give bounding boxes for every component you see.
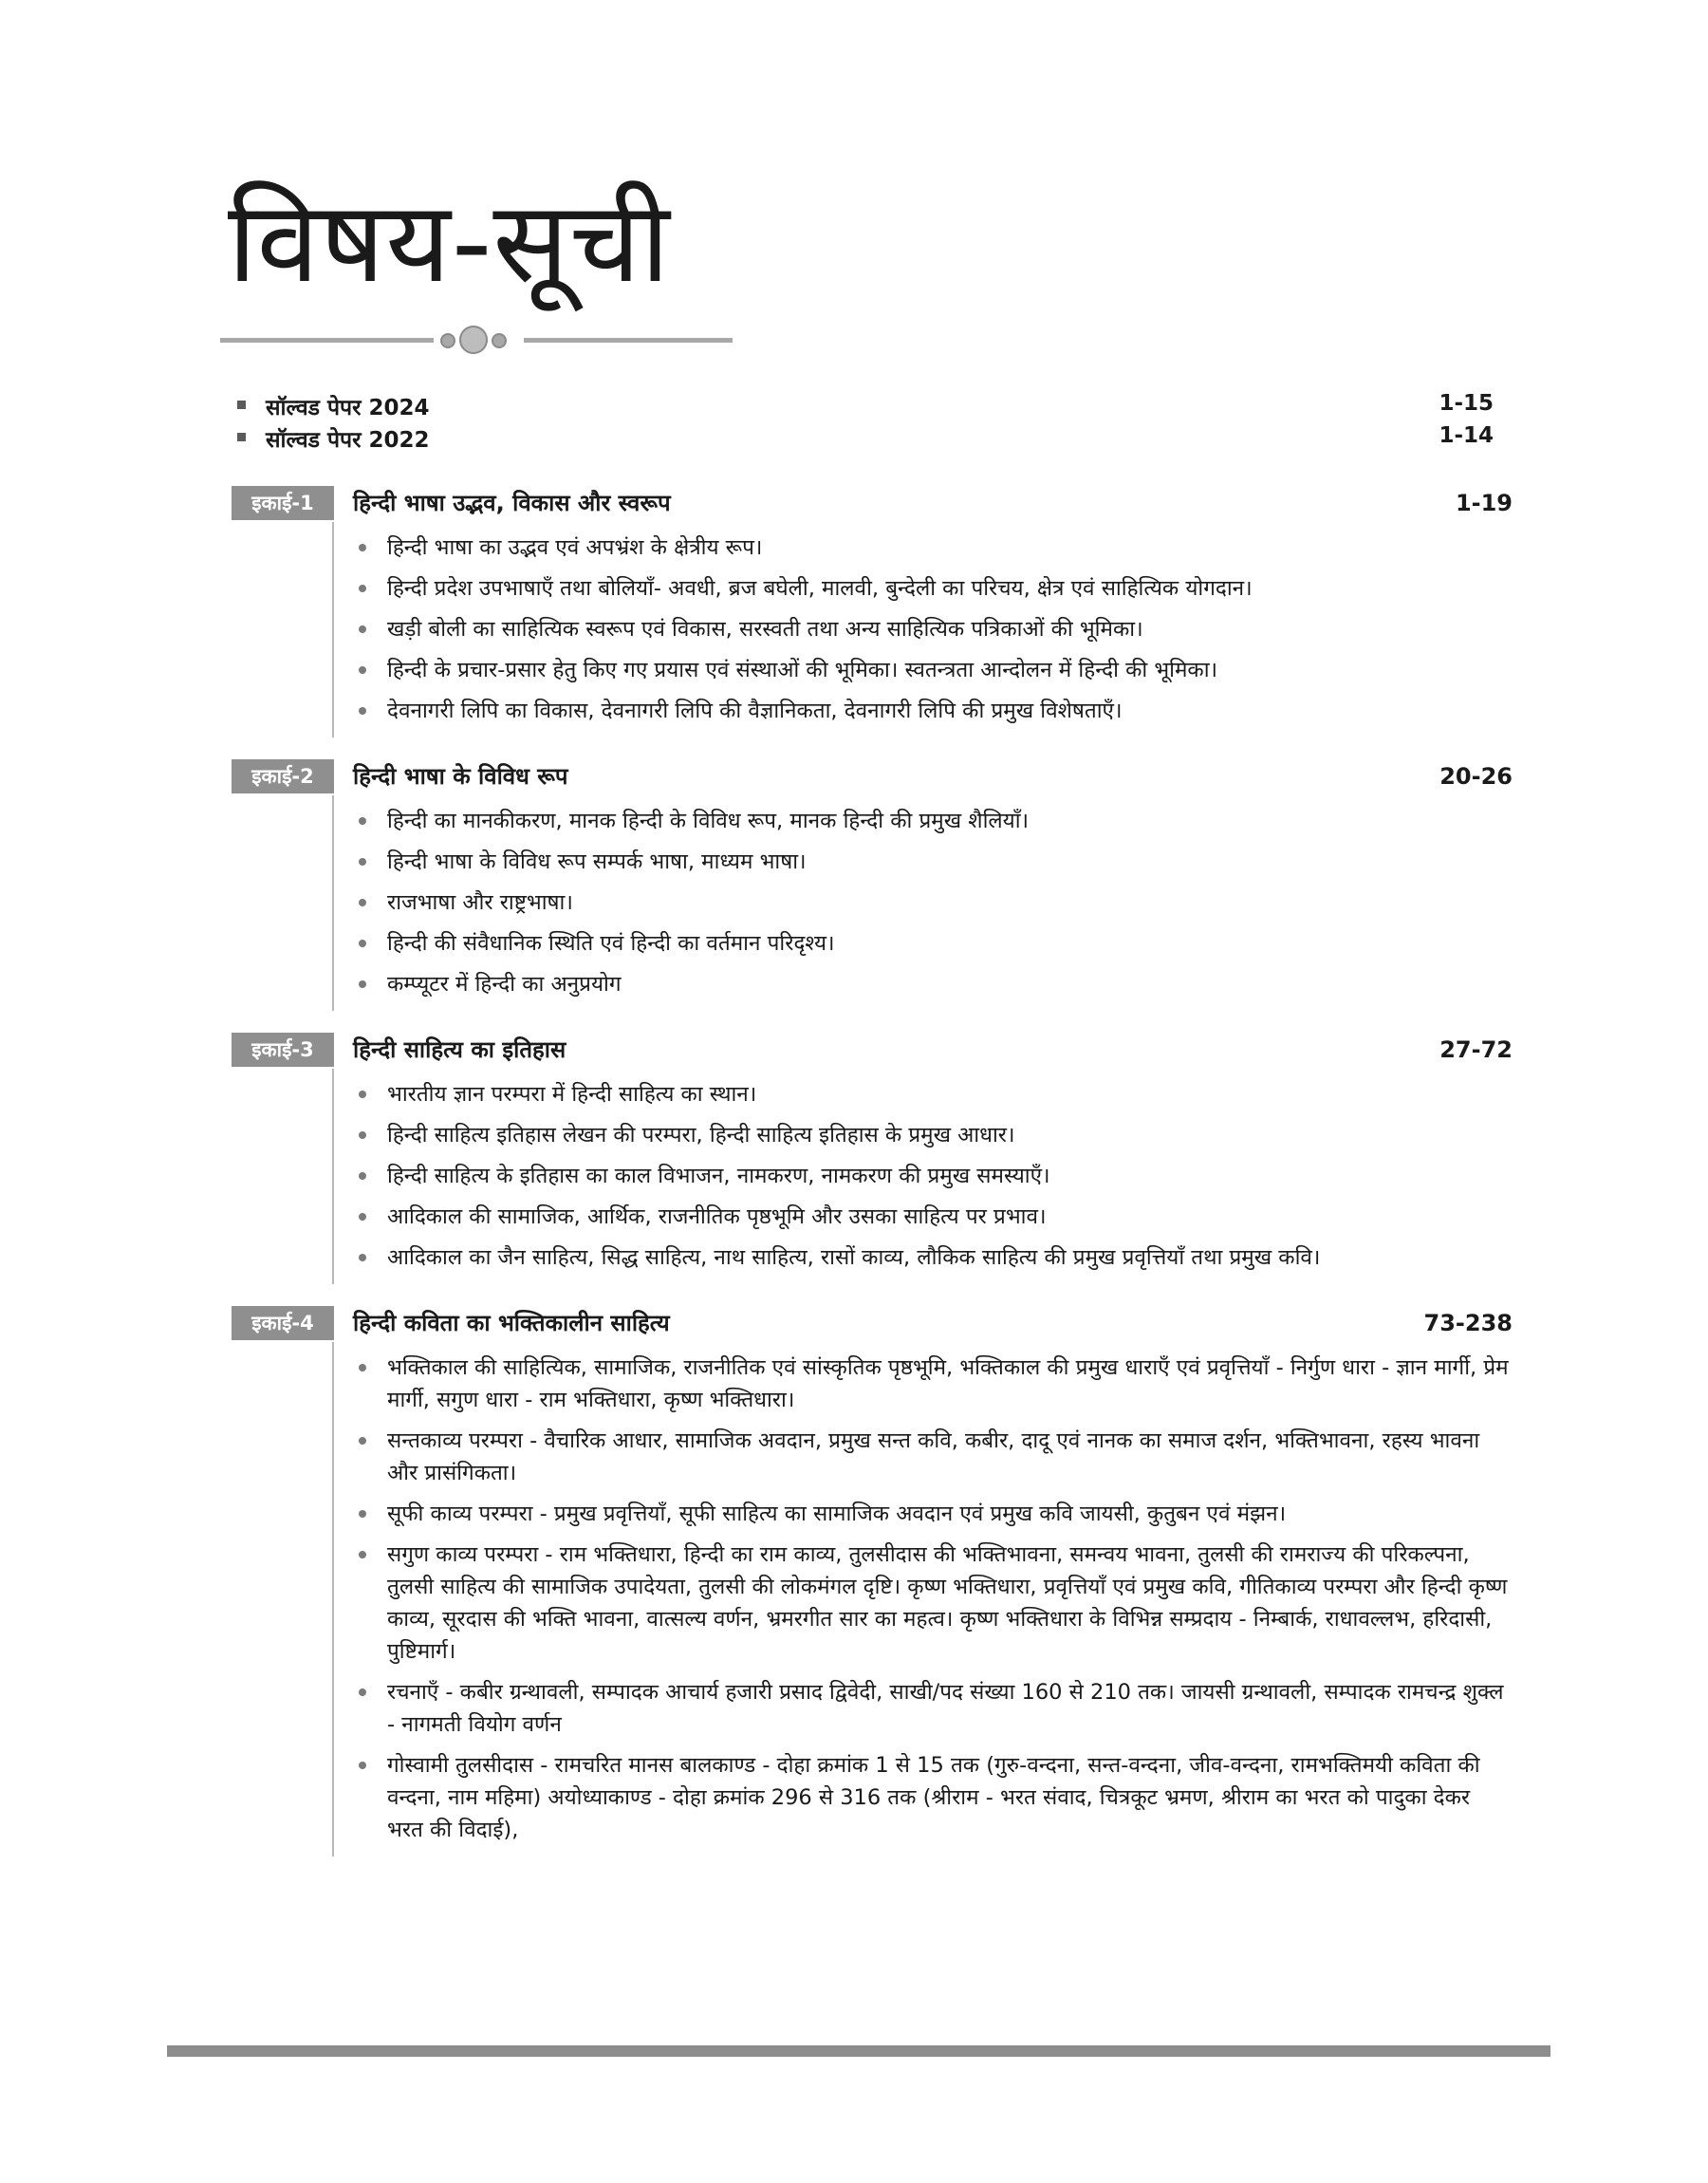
title-ornament xyxy=(220,323,733,357)
topic-item xyxy=(334,927,1513,960)
unit-1 xyxy=(232,486,1513,737)
unit-title: हिन्दी भाषा के विविध रूप xyxy=(353,763,568,790)
bullet-icon xyxy=(359,1131,366,1139)
topic-text: कम्प्यूटर में हिन्दी का अनुप्रयोग xyxy=(387,972,622,997)
unit-topics xyxy=(332,1342,1513,1856)
unit-title: हिन्दी कविता का भक्तिकालीन साहित्य xyxy=(353,1310,670,1336)
topic-item xyxy=(334,968,1513,1000)
unit-tag: इकाई-1 xyxy=(232,486,334,520)
topic-text: हिन्दी की संवैधानिक स्थिति एवं हिन्दी का वर्तमान परिदृश्य। xyxy=(387,931,835,956)
topic-item xyxy=(334,1352,1513,1416)
topic-text: रचनाएँ - कबीर ग्रन्थावली, सम्पादक आचार्य हजारी प्रसाद द्विवेदी, साखी/पद संख्या 160 से 210 तक। जायसी ग्रन्थावली, सम्पादक रामचन्द्र शुक्ल - नागमती वियोग वर्णन xyxy=(387,1680,1504,1737)
bullet-icon xyxy=(359,1091,366,1098)
unit-topics xyxy=(332,795,1513,1011)
unit-header[interactable] xyxy=(232,1033,1513,1069)
bullet-icon xyxy=(359,940,366,947)
bullet-icon xyxy=(359,817,366,825)
topic-text: हिन्दी के प्रचार-प्रसार हेतु किए गए प्रयास एवं संस्थाओं की भूमिका। स्वतन्त्रता आन्दोलन में हिन्दी की भूमिका। xyxy=(387,658,1218,682)
unit-topics xyxy=(332,1069,1513,1284)
bullet-icon xyxy=(359,585,366,592)
bullet-icon xyxy=(359,1551,366,1558)
bullet-icon xyxy=(359,1762,366,1769)
unit-header[interactable] xyxy=(232,486,1513,522)
topic-item xyxy=(334,1078,1513,1110)
unit-title: हिन्दी साहित्य का इतिहास xyxy=(353,1036,566,1063)
bullet-icon xyxy=(359,899,366,906)
bullet-icon xyxy=(359,544,366,551)
bullet-icon xyxy=(359,1254,366,1261)
unit-pages: 27-72 xyxy=(1439,1036,1513,1063)
topic-text: हिन्दी साहित्य के इतिहास का काल विभाजन, नामकरण, नामकरण की प्रमुख समस्याएँ। xyxy=(387,1164,1050,1188)
topic-item xyxy=(334,1201,1513,1233)
bullet-icon xyxy=(359,1437,366,1445)
unit-tag: इकाई-2 xyxy=(232,759,334,793)
topic-text: हिन्दी साहित्य इतिहास लेखन की परम्परा, हिन्दी साहित्य इतिहास के प्रमुख आधार। xyxy=(387,1123,1015,1147)
unit-tag: इकाई-4 xyxy=(232,1306,334,1340)
square-bullet-icon xyxy=(237,433,246,441)
solved-paper-item[interactable] xyxy=(237,391,1494,423)
unit-2 xyxy=(232,759,1513,1011)
topic-text: राजभाषा और राष्ट्रभाषा। xyxy=(387,890,573,915)
solved-papers-list xyxy=(237,391,1494,456)
topic-item xyxy=(334,572,1513,605)
topic-text: देवनागरी लिपि का विकास, देवनागरी लिपि की वैज्ञानिकता, देवनागरी लिपि की प्रमुख विशेषताएँ। xyxy=(387,699,1123,723)
topic-item xyxy=(334,1425,1513,1489)
bullet-icon xyxy=(359,1172,366,1180)
unit-topics xyxy=(332,522,1513,737)
topic-item xyxy=(334,1119,1513,1151)
solved-paper-label: सॉल्वड पेपर 2024 xyxy=(266,396,430,420)
unit-header[interactable] xyxy=(232,759,1513,795)
bullet-icon xyxy=(359,1689,366,1696)
topic-item xyxy=(334,613,1513,645)
solved-paper-pages: 1-14 xyxy=(1439,423,1494,448)
topic-text: हिन्दी प्रदेश उपभाषाएँ तथा बोलियाँ- अवधी, ब्रज बघेली, मालवी, बुन्देली का परिचय, क्षेत्र एवं साहित्यिक योगदान। xyxy=(387,576,1253,601)
bullet-icon xyxy=(359,707,366,715)
solved-paper-item[interactable] xyxy=(237,423,1494,456)
topic-text: आदिकाल का जैन साहित्य, सिद्ध साहित्य, नाथ साहित्य, रासों काव्य, लौकिक साहित्य की प्रमुख प्रवृत्तियाँ तथा प्रमुख कवि। xyxy=(387,1245,1321,1270)
topic-item xyxy=(334,1676,1513,1741)
topic-item xyxy=(334,1241,1513,1274)
unit-title: हिन्दी भाषा उद्भव, विकास और स्वरूप xyxy=(353,490,671,516)
topic-text: हिन्दी का मानकीकरण, मानक हिन्दी के विविध रूप, मानक हिन्दी की प्रमुख शैलियाँ। xyxy=(387,809,1030,833)
solved-paper-pages: 1-15 xyxy=(1439,391,1494,416)
unit-pages: 20-26 xyxy=(1439,763,1513,790)
topic-item xyxy=(334,805,1513,837)
topic-item xyxy=(334,695,1513,727)
bullet-icon xyxy=(359,1213,366,1221)
solved-paper-label: सॉल्वड पेपर 2022 xyxy=(266,428,430,453)
topic-text: आदिकाल की सामाजिक, आर्थिक, राजनीतिक पृष्ठभूमि और उसका साहित्य पर प्रभाव। xyxy=(387,1204,1047,1229)
topic-item xyxy=(334,1498,1513,1530)
topic-text: हिन्दी भाषा के विविध रूप सम्पर्क भाषा, माध्यम भाषा। xyxy=(387,849,807,874)
topic-text: सूफी काव्य परम्परा - प्रमुख प्रवृत्तियाँ, सूफी साहित्य का सामाजिक अवदान एवं प्रमुख कवि जायसी, कुतुबन एवं मंझन। xyxy=(387,1502,1287,1526)
topic-text: हिन्दी भाषा का उद्भव एवं अपभ्रंश के क्षेत्रीय रूप। xyxy=(387,535,763,560)
topic-item xyxy=(334,886,1513,919)
unit-header[interactable] xyxy=(232,1306,1513,1342)
topic-item xyxy=(334,1160,1513,1192)
footer-bar xyxy=(167,2045,1550,2057)
topic-item xyxy=(334,654,1513,686)
topic-item xyxy=(334,532,1513,564)
unit-pages: 1-19 xyxy=(1455,490,1513,516)
topic-text: खड़ी बोली का साहित्यिक स्वरूप एवं विकास, सरस्वती तथा अन्य साहित्यिक पत्रिकाओं की भूमिका। xyxy=(387,617,1143,642)
topic-text: भक्तिकाल की साहित्यिक, सामाजिक, राजनीतिक एवं सांस्कृतिक पृष्ठभूमि, भक्तिकाल की प्रमुख धाराएँ एवं प्रवृत्तियाँ - निर्गुण धारा - ज्ञान मार्गी, प्रेम मार्गी, सगुण धारा - राम भक्तिधारा, कृष्ण भक्तिधारा। xyxy=(387,1355,1509,1412)
topic-text: भारतीय ज्ञान परम्परा में हिन्दी साहित्य का स्थान। xyxy=(387,1082,757,1107)
unit-3 xyxy=(232,1033,1513,1284)
topic-text: गोस्वामी तुलसीदास - रामचरित मानस बालकाण्ड - दोहा क्रमांक 1 से 15 तक (गुरु-वन्दना, सन्त-वन्दना, जीव-वन्दना, रामभक्तिमयी कविता की वन्दना, नाम महिमा) अयोध्याकाण्ड - दोहा क्रमांक 296 से 316 तक (श्रीराम - भरत संवाद, चित्रकूट भ्रमण, श्रीराम का भरत को पादुका देकर भरत की विदाई), xyxy=(387,1753,1480,1842)
bullet-icon xyxy=(359,858,366,866)
unit-tag: इकाई-3 xyxy=(232,1033,334,1067)
topic-text: सगुण काव्य परम्परा - राम भक्तिधारा, हिन्दी का राम काव्य, तुलसीदास की भक्तिभावना, समन्वय भावना, तुलसी की रामराज्य की परिकल्पना, तुलसी साहित्य की सामाजिक उपादेयता, तुलसी की लोकमंगल दृष्टि। कृष्ण भक्तिधारा, प्रवृत्तियाँ एवं प्रमुख कवि, गीतिकाव्य परम्परा और हिन्दी कृष्ण काव्य, सूरदास की भक्ति भावना, वात्सल्य वर्णन, भ्रमरगीत सार का महत्व। कृष्ण भक्तिधारा के विभिन्न सम्प्रदाय - निम्बार्क, राधावल्लभ, हरिदासी, पुष्टिमार्ग। xyxy=(387,1542,1508,1664)
bullet-icon xyxy=(359,625,366,633)
bullet-icon xyxy=(359,980,366,988)
bullet-icon xyxy=(359,1364,366,1371)
square-bullet-icon xyxy=(237,401,246,409)
topic-item xyxy=(334,846,1513,878)
bullet-icon xyxy=(359,1510,366,1518)
page-title: विषय-सूची xyxy=(228,177,671,308)
bullet-icon xyxy=(359,666,366,674)
topic-text: सन्तकाव्य परम्परा - वैचारिक आधार, सामाजिक अवदान, प्रमुख सन्त कवि, कबीर, दादू एवं नानक का समाज दर्शन, भक्तिभावना, रहस्य भावना और प्रासंगिकता। xyxy=(387,1428,1480,1485)
unit-pages: 73-238 xyxy=(1423,1310,1513,1336)
unit-4 xyxy=(232,1306,1513,1856)
topic-item xyxy=(334,1539,1513,1668)
topic-item xyxy=(334,1749,1513,1846)
